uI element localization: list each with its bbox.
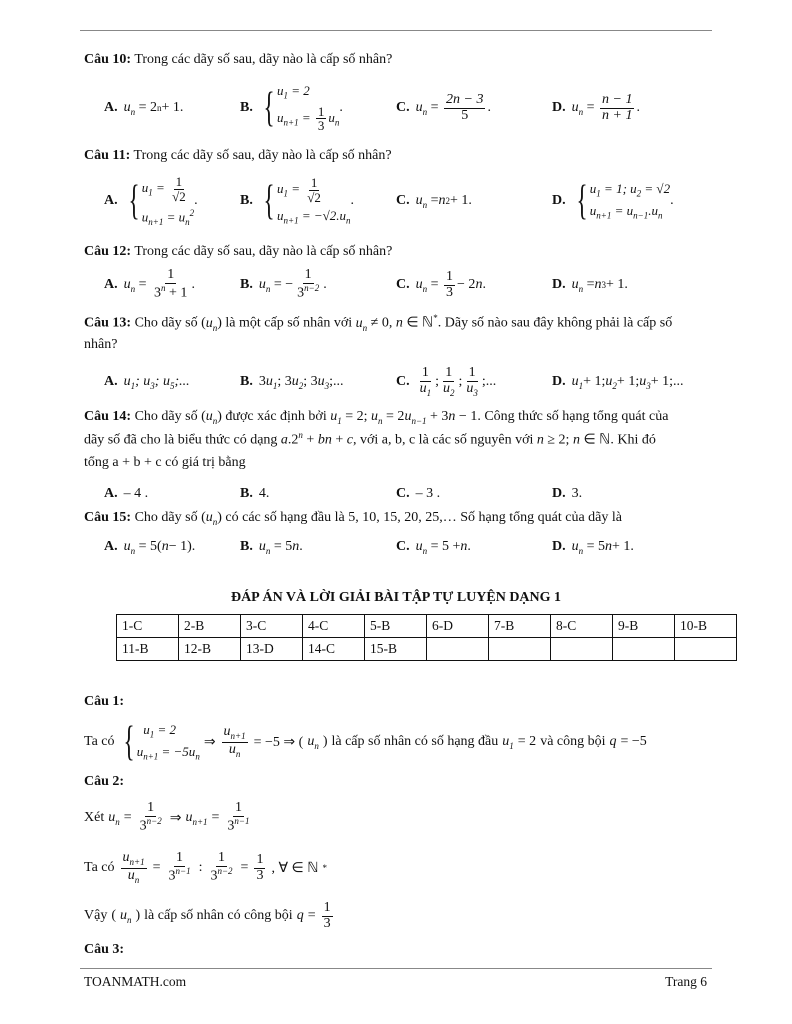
question-11 (84, 146, 708, 166)
question-label: Câu 11: (84, 148, 131, 163)
option-a[interactable]: A. $u_1$; $u_3$; $u_5$;... (104, 373, 190, 391)
option-c[interactable]: C. $u_n$ = 5 + n . (396, 538, 471, 556)
option-a[interactable]: A. – 4 . (104, 486, 149, 501)
table-row (117, 638, 737, 661)
options-12 (104, 266, 724, 304)
options-15 (104, 536, 724, 558)
answer-table (116, 614, 737, 661)
solution-2-line1: Xét $u_n$ = $\frac{1}{3^{n-2}}$ ⇒ $u_{n+1}$ = $\frac{1}{3^{n-1}}$ (84, 800, 250, 834)
answer-cell: 4-C (303, 615, 365, 638)
answer-cell: 1-C (117, 615, 179, 638)
option-c[interactable]: C. – 3 . (396, 486, 441, 501)
answer-cell (427, 638, 489, 661)
answer-cell: 10-B (675, 615, 737, 638)
answers-title: ĐÁP ÁN VÀ LỜI GIẢI BÀI TẬP TỰ LUYỆN DẠNG 1 (230, 590, 562, 605)
table-row (117, 615, 737, 638)
option-a[interactable]: A. $u_n$ = $\frac{1}{3^n + 1}$ . (104, 267, 195, 301)
solution-1-label: Câu 1: (84, 694, 125, 709)
question-12 (84, 242, 708, 262)
answer-cell (613, 638, 675, 661)
question-text: Trong các dãy số sau, dãy nào là cấp số nhân? (134, 244, 393, 259)
option-c[interactable]: C. $u_n$ = $\frac{1}{3}$ − 2 n . (396, 268, 486, 300)
question-label: Câu 12: (84, 244, 132, 259)
option-a[interactable]: A. $u_n$ = 5( n − 1). (104, 538, 196, 556)
answer-cell: 8-C (551, 615, 613, 638)
answer-cell: 9-B (613, 615, 675, 638)
option-b[interactable]: B. $u_n$ = − $\frac{1}{3^{n-2}}$ . (240, 267, 327, 301)
solution-2-line2: Ta có $\frac{u_{n+1}}{u_n}$ = $\frac{1}{3^{n-1}}$ : $\frac{1}{3^{n-2}}$ = $\frac{1}{3}$ , ∀ ∈ ℕ * (84, 850, 327, 885)
option-d[interactable]: D. $u_1$ + 1; $u_2$ + 1; $u_3$ + 1;... (552, 373, 684, 391)
answer-cell: 5-B (365, 615, 427, 638)
option-b[interactable]: B. { $u_1$ = $\frac{1}{√2}$ $u_{n+1} = -√2.u_n$ . (240, 175, 355, 226)
answer-cell: 15-B (365, 638, 427, 661)
options-14 (104, 484, 724, 504)
option-c[interactable]: C. $u_n$ = n 2 + 1. (396, 192, 472, 210)
solution-2-label: Câu 2: (84, 774, 125, 789)
answer-cell: 12-B (179, 638, 241, 661)
answer-cell (551, 638, 613, 661)
question-13: Câu 13: Cho dãy số $(u_n)$ là một cấp số nhân với $u_n \ne 0$, n ∈ ℕ*. Dãy số nào sau đây không phải là cấp số nhân? (84, 313, 673, 352)
option-d[interactable]: D. $u_n$ = n 3 + 1. (552, 276, 628, 294)
question-label: Câu 13: (84, 315, 132, 331)
solution-2-line3: Vậy ( $u_n$ ) là cấp số nhân có công bội q = $\frac{1}{3}$ (84, 899, 331, 931)
answer-cell: 6-D (427, 615, 489, 638)
option-c[interactable]: C. $u_n$ = $\frac{2n - 3}{5}$ . (396, 91, 491, 123)
header-rule (80, 30, 712, 31)
option-b[interactable]: B. 3 $u_1$ ; 3 $u_2$ ; 3 $u_3$ ;... (240, 373, 344, 391)
footer-rule (80, 968, 712, 969)
option-b[interactable]: B. { $u_1 = 2$ $u_{n+1}$ = $\frac{1}{3}$ $u_n$ . (240, 83, 343, 134)
question-label: Câu 10: (84, 52, 132, 67)
question-14: Câu 14: Cho dãy số $(u_n)$ được xác định bởi $u_1 = 2$; $u_n = 2u_{n-1} + 3n - 1$. Công thức số hạng tổng quát của dãy số đã cho là biểu thức có dạng $a.2^n$ + bn + c, với a, b, c là các số nguyên với n ≥ 2; n ∈ ℕ. Khi đó tổng a + b + c có giá trị bằng (84, 409, 669, 471)
question-10 (84, 50, 708, 70)
option-c[interactable]: C. $\frac{1}{u_1}$ ; $\frac{1}{u_2}$ ; $\frac{1}{u_3}$ ;... (396, 365, 497, 398)
answer-cell (489, 638, 551, 661)
option-d[interactable]: D. 3. (552, 486, 583, 501)
answer-cell: 11-B (117, 638, 179, 661)
option-d[interactable]: D. $u_n$ = 5 n + 1. (552, 538, 634, 556)
option-a[interactable]: A. { $u_1$ = $\frac{1}{√2}$ $u_{n+1} = u_n^2$ . (104, 174, 198, 227)
solution-1: Ta có { $u_1 = 2$ $u_{n+1} = -5u_n$ ⇒ $\frac{u_{n+1}}{u_n}$ = −5 ⇒ ( $u_n$ ) là cấp số nhân có số hạng đầu $u_1$ = 2 và công bội q = −5 (84, 719, 647, 765)
option-a[interactable]: A. $u_n$ = 2 n + 1. (104, 99, 184, 117)
question-label: Câu 14: (84, 409, 132, 424)
question-text: Trong các dãy số sau, dãy nào là cấp số nhân? (134, 52, 393, 67)
option-b[interactable]: B. 4. (240, 486, 270, 501)
option-d[interactable]: D. $u_n$ = $\frac{n - 1}{n + 1}$ . (552, 91, 640, 123)
options-10 (104, 82, 724, 134)
answer-cell: 13-D (241, 638, 303, 661)
footer-site: TOANMATH.com (84, 974, 187, 989)
answer-cell: 2-B (179, 615, 241, 638)
options-11 (104, 172, 724, 230)
options-13 (104, 364, 724, 400)
answer-cell (675, 638, 737, 661)
answer-cell: 3-C (241, 615, 303, 638)
footer-page-number: Trang 6 (665, 974, 707, 989)
question-text: Trong các dãy số sau, dãy nào là cấp số nhân? (133, 148, 392, 163)
option-d[interactable]: D. { $u_1 = 1$; $u_2 = √2$ $u_{n+1} = u_{n-1}.u_n$ . (552, 178, 674, 224)
answer-cell: 7-B (489, 615, 551, 638)
solution-3-label: Câu 3: (84, 942, 125, 957)
answer-cell: 14-C (303, 638, 365, 661)
question-15: Câu 15: Cho dãy số $(u_n)$ có các số hạng đầu là 5, 10, 15, 20, 25,… Số hạng tổng quát của dãy là (84, 510, 622, 527)
option-b[interactable]: B. $u_n$ = 5 n . (240, 538, 303, 556)
question-label: Câu 15: (84, 510, 132, 525)
